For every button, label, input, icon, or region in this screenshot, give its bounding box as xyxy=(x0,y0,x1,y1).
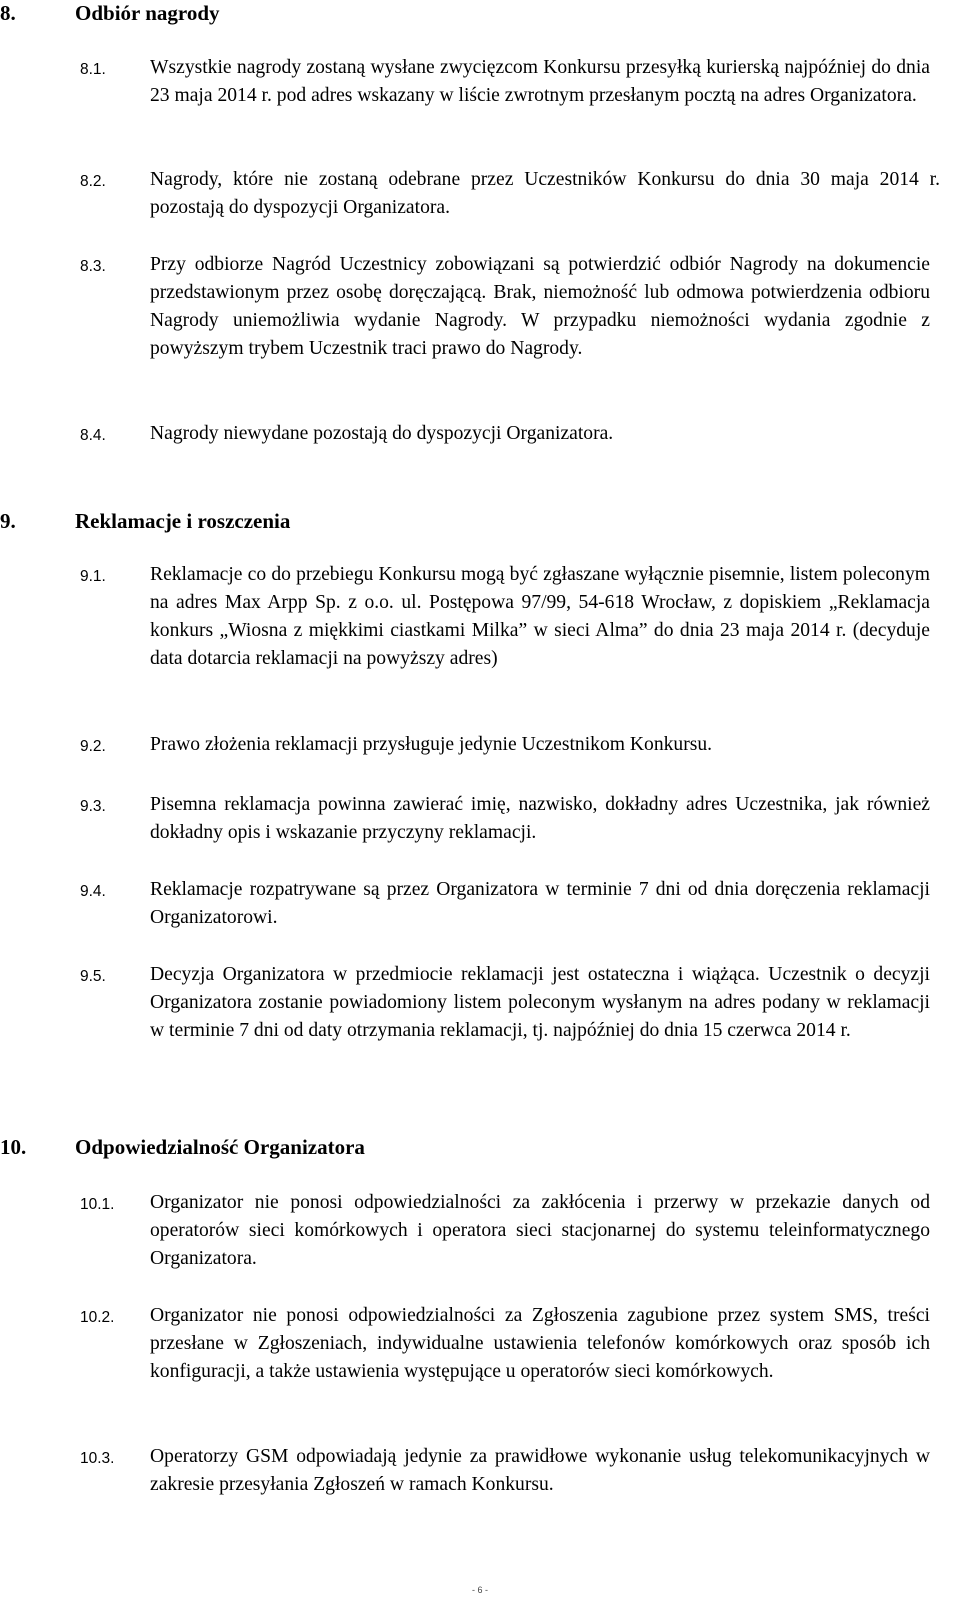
section-heading-9 xyxy=(0,508,290,534)
clause-number: 8.4. xyxy=(80,427,106,444)
section-heading-10 xyxy=(0,1134,365,1160)
clause-text: Prawo złożenia reklamacji przysługuje jedynie Uczestnikom Konkursu. xyxy=(150,734,713,755)
section-title: Odbiór nagrody xyxy=(75,1,220,25)
clause-text: Nagrody niewydane pozostają do dyspozycji Organizatora. xyxy=(150,423,614,444)
clause-number: 10.2. xyxy=(80,1309,115,1326)
clause-text: Nagrody, które nie zostaną odebrane przez Uczestników Konkursu do dnia 30 maja 2014 r. pozostają do dyspozycji Organizatora. xyxy=(150,169,940,218)
section-title: Reklamacje i roszczenia xyxy=(75,509,291,533)
clause-text: Decyzja Organizatora w przedmiocie reklamacji jest ostateczna i wiążąca. Uczestnik o decyzji Organizatora zostanie powiadomiony listem poleconym wysłanym na adres podany w reklamacji w terminie 7 dni od daty otrzymania reklamacji, tj. najpóźniej do dnia 15 czerwca 2014 r. xyxy=(150,964,930,1041)
section-heading-8 xyxy=(0,0,220,26)
clause-number: 8.1. xyxy=(80,61,106,78)
clause-number: 9.4. xyxy=(80,883,106,900)
clause-number: 8.2. xyxy=(80,173,106,190)
clause-text: Organizator nie ponosi odpowiedzialności za zakłócenia i przerwy w przekazie danych od operatorów sieci komórkowych i operatora sieci stacjonarnej do systemu teleinformatycznego Organizatora. xyxy=(150,1192,930,1269)
clause-number: 9.5. xyxy=(80,968,106,985)
section-number: 8. xyxy=(0,1,16,25)
clause-number: 10.1. xyxy=(80,1196,115,1213)
clause-text: Reklamacje co do przebiegu Konkursu mogą być zgłaszane wyłącznie pisemnie, listem poleconym na adres Max Arpp Sp. z o.o. ul. Postępowa 97/99, 54-618 Wrocław, z dopiskiem „Reklamacja konkurs „Wiosna z miękkimi ciastkami Milka” w sieci Alma” do dnia 23 maja 2014 r. (decyduje data dotarcia reklamacji na powyższy adres) xyxy=(150,564,930,669)
clause-text: Operatorzy GSM odpowiadają jedynie za prawidłowe wykonanie usług telekomunikacyjnych w zakresie przesyłania Zgłoszeń w ramach Konkursu. xyxy=(150,1446,930,1495)
section-number: 10. xyxy=(0,1135,27,1159)
clause-text: Reklamacje rozpatrywane są przez Organizatora w terminie 7 dni od dnia doręczenia reklamacji Organizatorowi. xyxy=(150,879,930,928)
clause-number: 10.3. xyxy=(80,1450,115,1467)
clause-text: Pisemna reklamacja powinna zawierać imię, nazwisko, dokładny adres Uczestnika, jak również dokładny opis i wskazanie przyczyny reklamacji. xyxy=(150,794,930,843)
section-number: 9. xyxy=(0,509,16,533)
clause-number: 9.2. xyxy=(80,738,106,755)
clause-number: 9.3. xyxy=(80,798,106,815)
page-number: - 6 - xyxy=(471,1585,488,1595)
clause-text: Przy odbiorze Nagród Uczestnicy zobowiązani są potwierdzić odbiór Nagrody na dokumencie przedstawionym przez osobę doręczającą. Brak, niemożność lub odmowa potwierdzenia odbioru Nagrody uniemożliwia wydanie Nagrody. W przypadku niemożności wydania zgodnie z powyższym trybem Uczestnik traci prawo do Nagrody. xyxy=(150,254,930,359)
section-title: Odpowiedzialność Organizatora xyxy=(75,1135,365,1159)
clause-number: 9.1. xyxy=(80,568,106,585)
clause-number: 8.3. xyxy=(80,258,106,275)
clause-text: Wszystkie nagrody zostaną wysłane zwycięzcom Konkursu przesyłką kurierską najpóźniej do dnia 23 maja 2014 r. pod adres wskazany w liście zwrotnym przesłanym pocztą na adres Organizatora. xyxy=(150,57,930,106)
clause-text: Organizator nie ponosi odpowiedzialności za Zgłoszenia zagubione przez system SMS, treści przesłane w Zgłoszeniach, indywidualne ustawienia telefonów komórkowych oraz sposób ich konfiguracji, a także ustawienia występujące u operatorów sieci komórkowych. xyxy=(150,1305,930,1382)
